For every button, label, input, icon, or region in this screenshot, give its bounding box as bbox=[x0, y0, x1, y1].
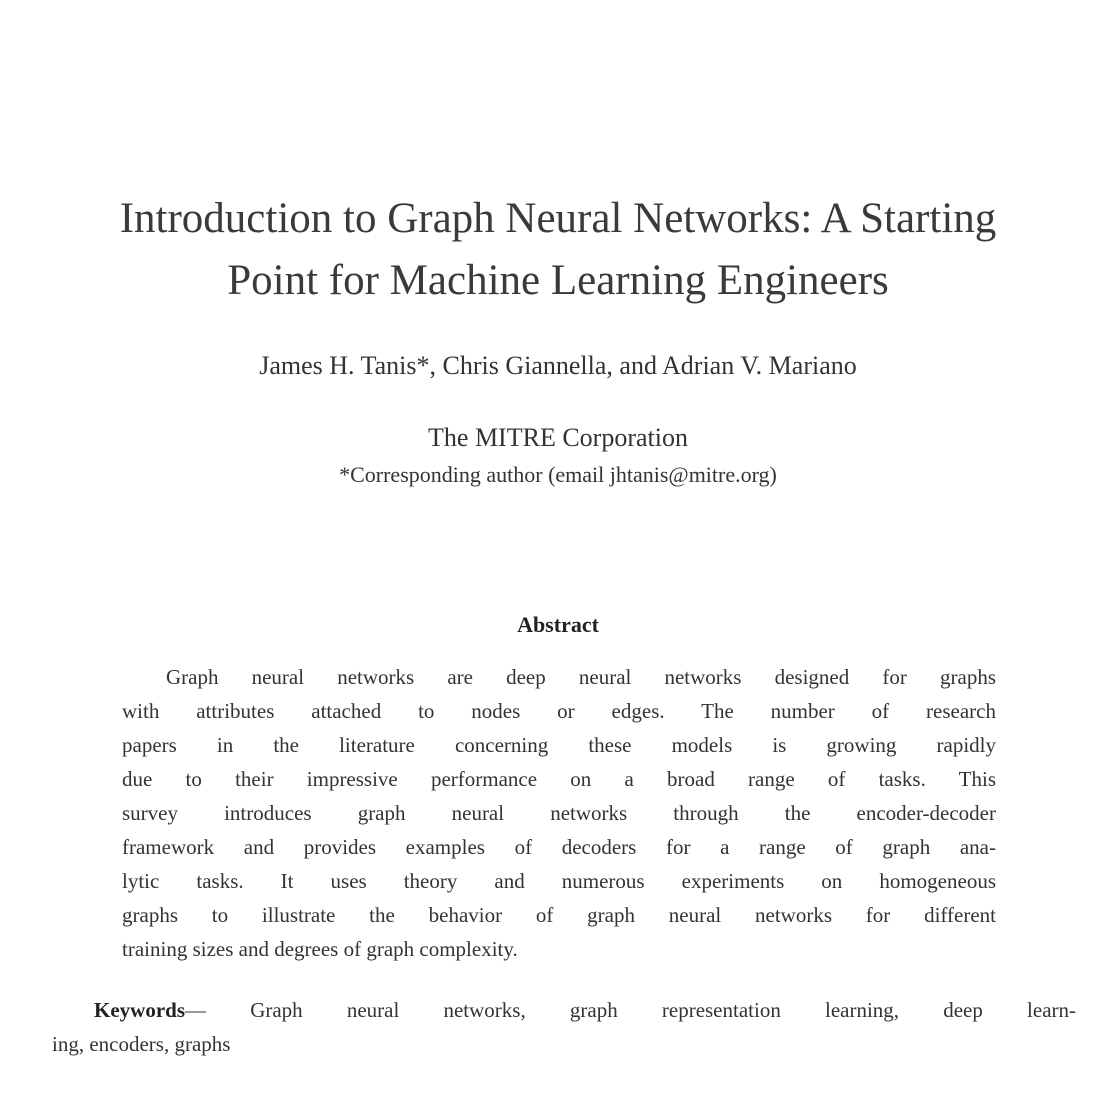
keywords-text: Graph neural networks, graph representation learning, deep learn- bbox=[250, 998, 1077, 1022]
corresponding-author-note: *Corresponding author (email jhtanis@mitre.org) bbox=[339, 462, 777, 487]
abstract-line: Graph neural networks are deep neural networks designed for graphs bbox=[166, 665, 996, 689]
abstract-line: with attributes attached to nodes or edges. The number of research bbox=[122, 699, 996, 723]
abstract-line: training sizes and degrees of graph complexity. bbox=[122, 937, 518, 961]
affiliation: The MITRE Corporation bbox=[428, 423, 688, 452]
abstract-heading: Abstract bbox=[517, 612, 599, 637]
abstract-line: graphs to illustrate the behavior of graph neural networks for different bbox=[122, 903, 996, 927]
keywords-line: ing, encoders, graphs bbox=[52, 1032, 231, 1056]
keywords-dash: — bbox=[185, 998, 251, 1022]
abstract-line: lytic tasks. It uses theory and numerous experiments on homogeneous bbox=[122, 869, 996, 893]
paper-title bbox=[0, 188, 1116, 312]
abstract-line: framework and provides examples of decoders for a range of graph ana- bbox=[122, 835, 996, 859]
title-line: Point for Machine Learning Engineers bbox=[227, 257, 889, 304]
title-line: Introduction to Graph Neural Networks: A Starting bbox=[119, 195, 997, 242]
keywords-section bbox=[52, 993, 1076, 1061]
abstract-line: due to their impressive performance on a broad range of tasks. This bbox=[122, 767, 996, 791]
keywords-label: Keywords bbox=[94, 998, 185, 1022]
abstract-text bbox=[122, 660, 996, 966]
abstract-line: survey introduces graph neural networks through the encoder-decoder bbox=[122, 801, 996, 825]
keywords-line bbox=[52, 993, 1076, 1027]
author-list: James H. Tanis*, Chris Giannella, and Adrian V. Mariano bbox=[259, 351, 857, 380]
abstract-line: papers in the literature concerning these models is growing rapidly bbox=[122, 733, 996, 757]
